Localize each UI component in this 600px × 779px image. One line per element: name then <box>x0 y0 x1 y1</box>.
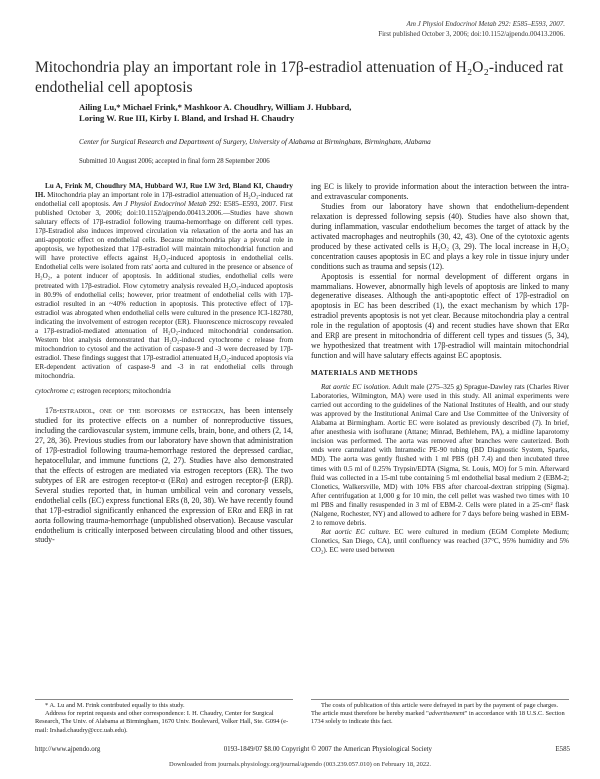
ec-culture-text: EC were cultured in medium (EGM Complete Medium; Clonetics, San Diego, CA), until confluency was reached (37°C, 95% humidity and 5% CO₂). EC were used between <box>311 527 569 554</box>
authors-line-1: Ailing Lu,* Michael Frink,* Mashkoor A. Choudhry, William J. Hubbard, <box>79 102 352 112</box>
ec-isolation-title: Rat aortic EC isolation. <box>321 383 391 392</box>
author-footnotes <box>35 699 293 735</box>
correspondence-note: Address for reprint requests and other correspondence: I. H. Chaudry, Center for Surgical Research, The Univ. of Alabama at Birmingham, 1670 Univ. Boulevard, Volker Hall, Ste. G094 (e-mail: Irshad.chaudry@ccc.uab.edu). <box>35 710 289 734</box>
abstract-citation-title: Mitochondria play an important role in 17β-estradiol attenuation of H₂O₂-induced rat endothelial cell apoptosis. <box>35 191 293 209</box>
methods-heading: MATERIALS AND METHODS <box>311 369 418 378</box>
affiliation: Center for Surgical Research and Department of Surgery, University of Alabama at Birmingham, Birmingham, Alabama <box>79 137 431 146</box>
equal-contribution-note: * A. Lu and M. Frink contributed equally to this study. <box>45 702 185 709</box>
abstract-citation-journal: Am J Physiol Endocrinol Metab <box>112 200 207 209</box>
left-column <box>35 182 293 545</box>
intro-continued: ing EC is likely to provide information about the interaction between the intra- and extravascular components. <box>311 182 569 201</box>
download-stamp: Downloaded from journals.physiology.org/journal/ajpendo (003.239.057.010) on February 18, 2022. <box>169 761 431 768</box>
intro-paragraph-2: Studies from our laboratory have shown that endothelium-dependent relaxation is depressed following sepsis (40). Studies have also shown that, during inflammation, vascular endothelium becomes the target of attack by the activated macrophages and neutrophils (30, 42, 43). One of the cytotoxic agents produced by these activated cells is H₂O₂ (3, 29). The local increase in H₂O₂ concentration causes apoptosis in EC and plays a key role in tissue injury under conditions such as trauma and sepsis (12). <box>311 201 569 271</box>
abstract-body: 292: E585–E593, 2007. First published October 3, 2006; doi:10.1152/ajpendo.00413.2006.—Studies have shown salutary effects of 17β-estradiol following trauma-hemorrhage on different cell types. 17β-Estradiol also induces improved circulation via relaxation of the aorta and has an anti-apoptotic effect on endothelial cells. Because mitochondria play a pivotal role in apoptosis, we hypothesized that 17β-estradiol will maintain mitochondrial function and will have protective effects against H₂O₂-induced apoptosis in endothelial cells. Endothelial cells were isolated from rats' aorta and cultured in the presence or absence of H₂O₂, a potent inducer of apoptosis. In additional studies, endothelial cells were pretreated with 17β-estradiol. Flow cytometry analysis revealed H₂O₂-induced apoptosis in 80.9% of endothelial cells; however, prior treatment of endothelial cells with 17β-estradiol resulted in an ~40% reduction in apoptosis. This protective effect of 17β-estradiol was abrogated when endothelial cells were cultured in the presence ICI-182780, indicating the involvement of estrogen receptor (ER). Fluorescence microscopy revealed a 17β-estradiol-mediated attenuation of H₂O₂-induced mitochondrial condensation. Western blot analysis demonstrated that H₂O₂-induced cytochrome c release from mitochondrion to cytosol and the activation of caspase-9 and -3 were decreased by 17β-estradiol. These findings suggest that 17β-estradiol attenuated H₂O₂-induced apoptosis via ER-dependent activation of caspase-9 and -3 in rat endothelial cells through mitochondria. <box>35 200 293 380</box>
intro-p1-text: has been intensely studied for its protective effects on a number of nonreproductive tissues, including the cardiovascular system, immune cells, brain, bone, and others (2, 14, 27, 28, 36). Previous studies from our laboratory have shown that administration of 17β-estradiol following trauma-hemorrhage restored the depressed cardiac, hepatocellular, and immune functions (2, 27). Studies have also demonstrated that the effects of estrogen are mediated via estrogen receptors (ER). The two subtypes of ER are estrogen receptor-α (ERα) and estrogen receptor-β (ERβ). Several studies reported that, in human umbilical vein and coronary vessels, endothelial cells (EC) express functional ERs (8, 20, 38). We have recently found that 17β-estradiol significantly enhanced the expression of ERα and ERβ in rat aorta following trauma-hemorrhage (unpublished observation). Because vascular endothelium is critically interposed between circulating blood and other tissues, study- <box>35 406 293 545</box>
copyright: 0193-1849/07 $8.00 Copyright © 2007 the American Physiological Society <box>223 746 432 753</box>
article-title: Mitochondria play an important role in 17β-estradiol attenuation of H₂O₂-induced rat endothelial cell apoptosis <box>35 59 564 96</box>
methods-ec-culture <box>311 528 569 555</box>
ec-isolation-text: Adult male (275–325 g) Sprague-Dawley rats (Charles River Laboratories, Wilmington, MA) were used in this study. All animal experiments were carried out according to the guidelines of the National Institutes of Health, and our study was approved by the Institutional Animal Care and Use Committee of the University of Alabama at Birmingham. Aortic EC were isolated as previously described (7). In brief, after anesthesia with isoflurane (Attane; Minrad, Bethlehem, PA), a midline laparotomy incision was performed. The aorta was removed after branches were cauterized. Both ends were cannulated with Intramedic PE-90 tubing (BD Diagnostic System, Sparks, MD). The aorta was gently flushed with 1 ml PBS (pH 7.4) and then incubated three times with 0.5 ml of 0.25% Trypsin/EDTA (Sigma, St. Louis, MO) for 5 min. Afterward fluid was collected in a 15-ml tube containing 5 ml endothelial basal medium 2 (EBM-2; Clonetics, Walkersville, MD) with 10% FBS after charcoal-dextran stripping (Sigma). After centrifugation at 1,000 g for 10 min, the cell pellet was washed two times with 10 ml PBS and finally resuspended in 3 ml of EBM-2. Cells were plated in a 25-cm² flask (Nalgene, Rochester, NY) and allowed to adhere for 7 days before being washed in EBM-2 to remove debris. <box>311 383 569 527</box>
costs-text-2: " in accordance with 18 U.S.C. Section 1734 solely to indicate this fact. <box>311 710 565 726</box>
keyword-rest: ; estrogen receptors; mitochondria <box>73 387 171 396</box>
keywords <box>35 387 293 396</box>
abstract <box>35 182 293 396</box>
page-number: E585 <box>555 746 570 753</box>
keyword-cytochrome: cytochrome c <box>35 387 73 396</box>
costs-advertisement: advertisement <box>428 710 465 718</box>
publication-costs-note <box>311 699 569 727</box>
intro-paragraph-3: Apoptosis is essential for normal development of different organs in mammalians. However, abnormally high levels of apoptosis are linked to many degenerative diseases. Although the anti-apoptotic effect of 17β-estradiol on apoptosis in EC has been described (1), the exact mechanism by which 17β-estradiol prevents apoptosis is not yet clear. Because mitochondria play a central role in the regulation of apoptosis (4) and recent studies have shown that ERα and ERβ are present in mitochondria of different cell types and tissues (5, 34), we hypothesized that treatment with 17β-estradiol will maintain mitochondrial function and will have salutary effects against EC apoptosis. <box>311 271 569 361</box>
journal-url[interactable]: http://www.ajpendo.org <box>35 746 101 753</box>
author-list <box>79 102 559 124</box>
page-footer <box>35 745 570 754</box>
methods-ec-isolation <box>311 383 569 528</box>
abstract-citation-authors: Lu A, Frink M, Choudhry MA, Hubbard WJ, Rue LW 3rd, Bland KI, Chaudry IH. <box>35 182 293 200</box>
methods-body <box>311 383 569 555</box>
submission-dates: Submitted 10 August 2006; accepted in final form 28 September 2006 <box>79 158 270 165</box>
published-line: First published October 3, 2006; doi:10.1152/ajpendo.00413.2006. <box>378 29 565 38</box>
journal-citation-line: Am J Physiol Endocrinol Metab 292: E585–E593, 2007. <box>406 20 565 28</box>
right-column <box>311 182 569 555</box>
journal-header <box>378 20 565 39</box>
costs-text-1: The costs of publication of this article were defrayed in part by the payment of page charges. The article must therefore be hereby marked " <box>311 702 559 718</box>
introduction-left <box>35 406 293 545</box>
ec-culture-title: Rat aortic EC culture. <box>321 527 391 536</box>
authors-line-2: Loring W. Rue III, Kirby I. Bland, and Irshad H. Chaudry <box>79 113 295 123</box>
intro-paragraph-1 <box>35 406 293 545</box>
intro-lead-caps: 17β-estradiol, one of the isoforms of estrogen, <box>45 406 226 416</box>
